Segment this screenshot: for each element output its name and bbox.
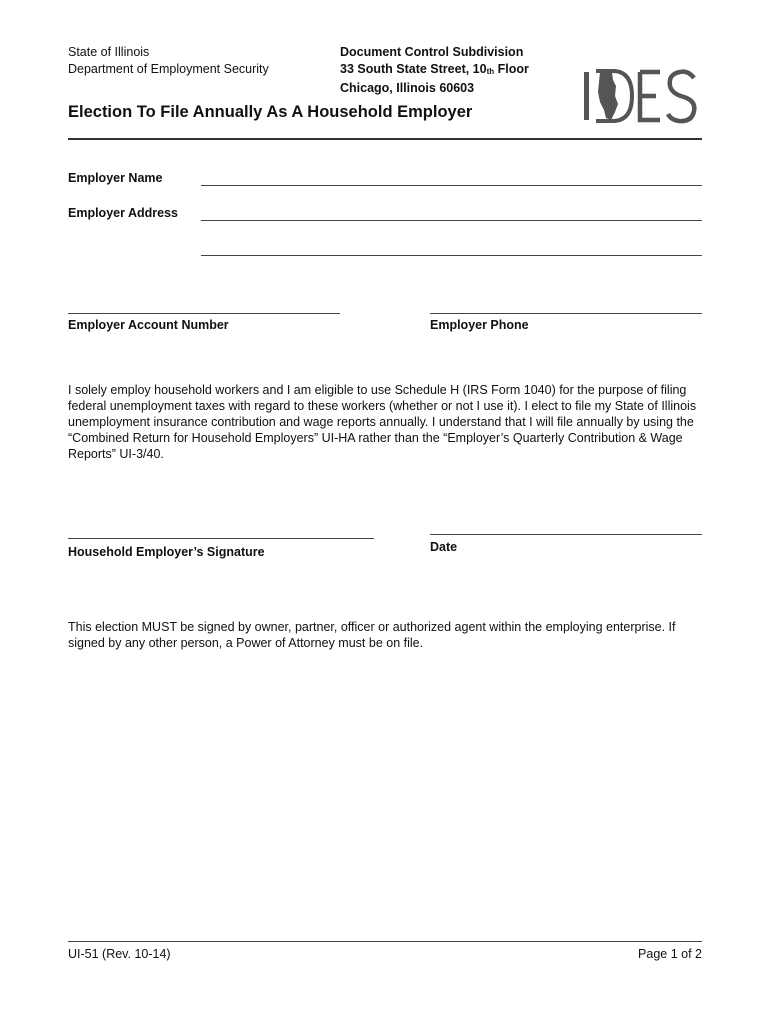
date-label: Date bbox=[430, 540, 458, 554]
employer-address-label: Employer Address bbox=[68, 206, 178, 220]
address-line-2: 33 South State Street, $10_{th}$ Floor bbox=[340, 61, 529, 76]
election-statement: I solely employ household workers and I am eligible to use Schedule H (IRS Form 1040) for the purpose of filing federal unemployment taxes with regard to these workers (whether or not I use it). I elect to file my State of Illinois unemployment insurance contribution and wage reports annually. I understand that I will file annually by using the “Combined Return for Household Employers” UI-HA rather than the “Employer’s Quarterly Contribution & Wage Reports” UI-3/40. bbox=[68, 383, 697, 461]
employer-name-label: Employer Name bbox=[68, 171, 163, 185]
footer-divider bbox=[68, 941, 702, 942]
signing-notice: This election MUST be signed by owner, partner, officer or authorized agent within the employing enterprise. If signed by any other person, a Power of Attorney must be on file. bbox=[68, 620, 676, 650]
page-number: Page 1 of 2 bbox=[638, 947, 702, 961]
date-field[interactable] bbox=[430, 534, 702, 535]
signature-field[interactable] bbox=[68, 538, 374, 539]
mailing-address bbox=[340, 44, 529, 97]
title-divider bbox=[68, 138, 702, 140]
phone-label: Employer Phone bbox=[430, 318, 529, 332]
signature-label: Household Employer’s Signature bbox=[68, 545, 265, 559]
agency-block bbox=[68, 44, 269, 77]
agency-department: Department of Employment Security bbox=[68, 61, 269, 76]
form-number: UI-51 (Rev. 10-14) bbox=[68, 947, 171, 961]
phone-field[interactable] bbox=[430, 313, 702, 314]
employer-address-field-line2[interactable] bbox=[201, 255, 702, 256]
employer-address-field-line1[interactable] bbox=[201, 220, 702, 221]
address-line-1: Document Control Subdivision bbox=[340, 45, 524, 59]
account-number-label: Employer Account Number bbox=[68, 318, 229, 332]
agency-state: State of Illinois bbox=[68, 45, 150, 59]
employer-name-field[interactable] bbox=[201, 185, 702, 186]
form-title: Election To File Annually As A Household Employer bbox=[68, 103, 473, 121]
account-number-field[interactable] bbox=[68, 313, 340, 314]
address-line-3: Chicago, Illinois 60603 bbox=[340, 81, 475, 95]
ides-logo bbox=[582, 66, 702, 124]
